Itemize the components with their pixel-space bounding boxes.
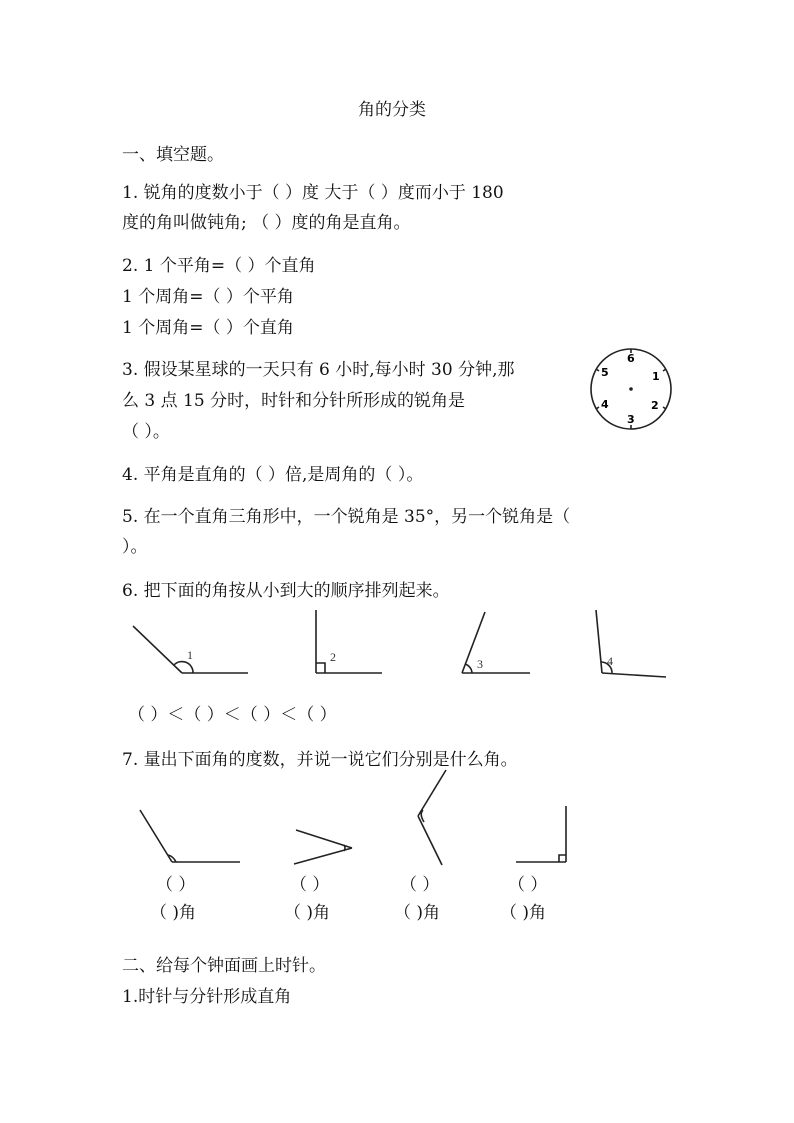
q7-type-blank-4: （ )角 [500,903,547,923]
q7-type-blank-1: （ )角 [150,903,197,923]
q6-angle-label-1: 1 [187,648,193,662]
clock-number-4: 4 [601,398,609,411]
q7-type-blank-2: （ )角 [284,903,331,923]
q6-angle-label-3: 3 [477,657,483,671]
q6-angle-1 [133,626,248,673]
q5-line2: ）。 [122,537,148,557]
clock-number-3: 3 [627,413,635,426]
q1-line1: 1. 锐角的度数小于（ ）度 大于（ ）度而小于 180 [122,183,504,203]
q2-line2: 1 个周角=（ ）个平角 [122,287,294,307]
clock-number-6: 6 [627,352,635,365]
q5-line1: 5. 在一个直角三角形中，一个锐角是 35°，另一个锐角是（ [122,507,571,527]
q6-angle-3 [462,612,530,673]
q6-text: 6. 把下面的角按从小到大的顺序排列起来。 [122,581,450,601]
q6-order-row: （ ）＜（ ）＜（ ）＜（ ） [128,705,337,725]
q3-line2: 么 3 点 15 分时，时针和分针所形成的锐角是 [122,391,466,411]
q4-text: 4. 平角是直角的（ ）倍,是周角的（ ）。 [122,465,424,485]
q7-angle-d [516,806,566,862]
clock-number-1: 1 [652,370,660,383]
q7-angles [130,770,600,870]
clock-number-2: 2 [651,399,659,412]
q7-type-blank-3: （ )角 [394,903,441,923]
clock-number-5: 5 [601,366,609,379]
q2-line1: 2. 1 个平角=（ ）个直角 [122,256,316,276]
q6-angles [120,610,680,685]
s2-q1-text: 1.时针与分针形成直角 [122,987,292,1007]
q7-measure-blank-3: （ ） [400,875,440,895]
q7-angle-a [140,810,240,862]
q1-line2: 度的角叫做钝角; （ ）度的角是直角。 [122,213,411,233]
q7-measure-blank-2: （ ） [290,875,330,895]
page-title: 角的分类 [358,100,426,120]
q6-angle-4 [596,610,666,677]
section-heading-clocks: 二、给每个钟面画上时针。 [122,956,326,976]
q7-angle-b [294,830,352,864]
q7-angle-c [418,770,446,865]
q3-line1: 3. 假设某星球的一天只有 6 小时,每小时 30 分钟,那 [122,360,515,380]
q2-line3: 1 个周角=（ ）个直角 [122,318,294,338]
q7-measure-blank-1: （ ） [156,875,196,895]
q3-line3: （ ）。 [122,422,170,442]
q7-text: 7. 量出下面角的度数，并说一说它们分别是什么角。 [122,750,518,770]
q6-angle-2 [316,610,382,673]
clock-face [589,346,679,436]
q6-angle-label-4: 4 [607,654,613,668]
section-heading-fill-blanks: 一、填空题。 [122,145,224,165]
q6-angle-label-2: 2 [330,650,336,664]
q7-measure-blank-4: （ ） [508,875,548,895]
